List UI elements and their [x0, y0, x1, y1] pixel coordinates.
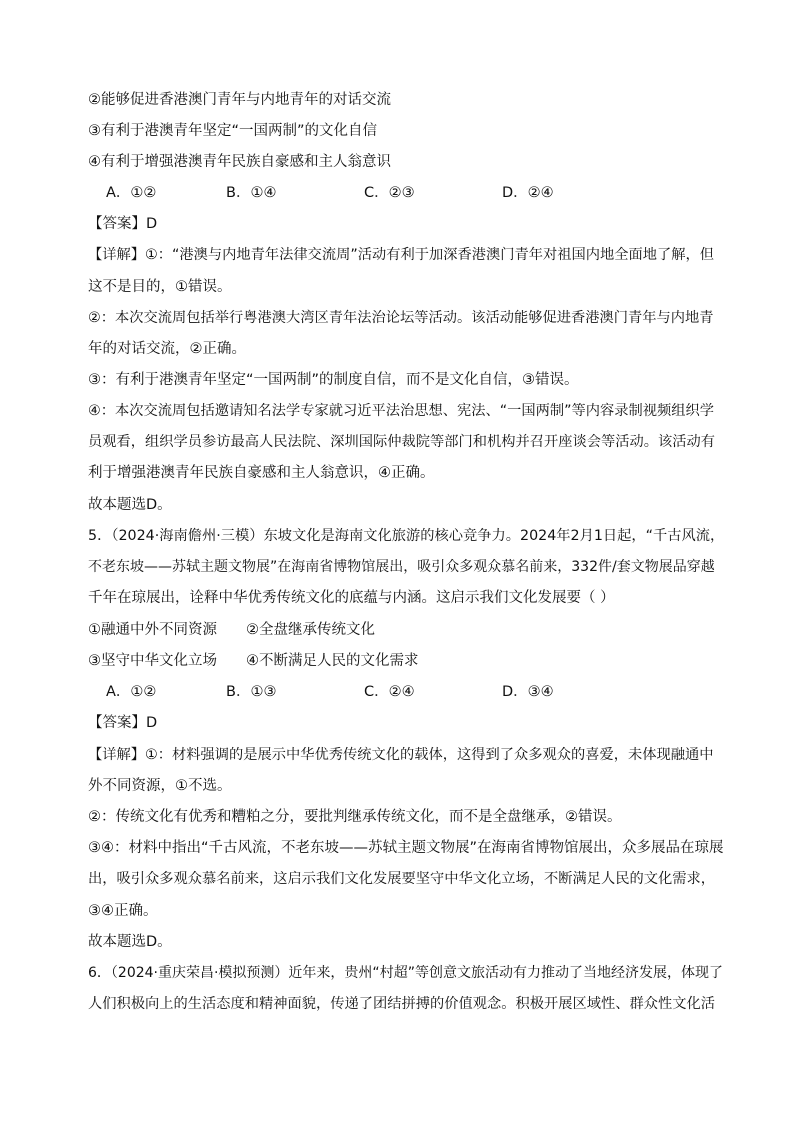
q5-stem-line: 千年在琼展出，诠释中华优秀传统文化的底蕴与内涵。这启示我们文化发展要（ ） [88, 590, 615, 606]
q4-option-b: B．①④ [226, 185, 277, 201]
q4-detail-line: 年的对话交流，②正确。 [88, 341, 246, 357]
q5-detail-line: ②：传统文化有优秀和糟粕之分，要批判继承传统文化，而不是全盘继承，②错误。 [88, 809, 622, 825]
q5-statement-1: ①融通中外不同资源 [88, 622, 217, 638]
q5-detail-line: 出，吸引众多观众慕名前来，这启示我们文化发展要坚守中华文化立场，不断满足人民的文化需求， [88, 871, 716, 887]
q4-statement-4: ④有利于增强港澳青年民族自豪感和主人翁意识 [88, 154, 391, 170]
q5-detail-line: ③④正确。 [88, 903, 158, 919]
q5-stem-line: 5．（2024·海南儋州·三模）东坡文化是海南文化旅游的核心竞争力。2024年2月1日起，“千古风流， [88, 528, 725, 544]
q4-detail-line: 员观看，组织学员参访最高人民法院、深圳国际仲裁院等部门和机构并召开座谈会等活动。该活动有 [88, 434, 716, 450]
q4-option-a: A．①② [106, 185, 157, 201]
q4-detail-line: 这不是目的，①错误。 [88, 279, 232, 295]
q4-statement-2: ②能够促进香港澳门青年与内地青年的对话交流 [88, 92, 391, 108]
q5-detail-line: 外不同资源，①不选。 [88, 778, 232, 794]
q4-detail-line: 【详解】①：“港澳与内地青年法律交流周”活动有利于加深香港澳门青年对祖国内地全面地了解，但 [88, 247, 715, 263]
q6-stem-line: 人们积极向上的生活态度和精神面貌，传递了团结拼搏的价值观念。积极开展区域性、群众性文化活 [88, 996, 716, 1012]
q5-statement-3: ③坚守中华文化立场 [88, 653, 217, 669]
q4-detail-line: ④：本次交流周包括邀请知名法学专家就习近平法治思想、宪法、“一国两制”等内容录制视频组织学 [88, 403, 715, 419]
q4-conclusion: 故本题选D。 [88, 497, 172, 513]
q4-answer: 【答案】D [88, 216, 158, 232]
q5-conclusion: 故本题选D。 [88, 934, 172, 950]
q4-detail-line: 利于增强港澳青年民族自豪感和主人翁意识，④正确。 [88, 465, 435, 481]
q5-option-d: D．③④ [502, 684, 554, 700]
q5-detail-line: ③④：材料中指出“千古风流，不老东坡——苏轼主题文物展”在海南省博物馆展出，众多展品在琼展 [88, 840, 724, 856]
q5-option-a: A．①② [106, 684, 157, 700]
q6-stem-line: 6．（2024·重庆荣昌·模拟预测）近年来，贵州“村超”等创意文旅活动有力推动了当地经济发展，体现了 [88, 965, 723, 981]
q5-answer: 【答案】D [88, 715, 158, 731]
q4-detail-line: ③：有利于港澳青年坚定“一国两制”的制度自信，而不是文化自信，③错误。 [88, 372, 579, 388]
q4-statement-3: ③有利于港澳青年坚定“一国两制”的文化自信 [88, 123, 378, 139]
q5-statement-2: ②全盘继承传统文化 [246, 622, 375, 638]
q4-option-d: D．②④ [502, 185, 554, 201]
q5-option-b: B．①③ [226, 684, 277, 700]
q5-detail-line: 【详解】①：材料强调的是展示中华优秀传统文化的载体，这得到了众多观众的喜爱，未体现融通中 [88, 747, 714, 763]
q5-option-c: C．②④ [364, 684, 415, 700]
q4-detail-line: ②：本次交流周包括举行粤港澳大湾区青年法治论坛等活动。该活动能够促进香港澳门青年与内地青 [88, 310, 714, 326]
q4-option-c: C．②③ [364, 185, 415, 201]
q5-stem-line: 不老东坡——苏轼主题文物展”在海南省博物馆展出，吸引众多观众慕名前来，332件/套文物展品穿越 [88, 559, 715, 575]
q5-statement-4: ④不断满足人民的文化需求 [246, 653, 419, 669]
